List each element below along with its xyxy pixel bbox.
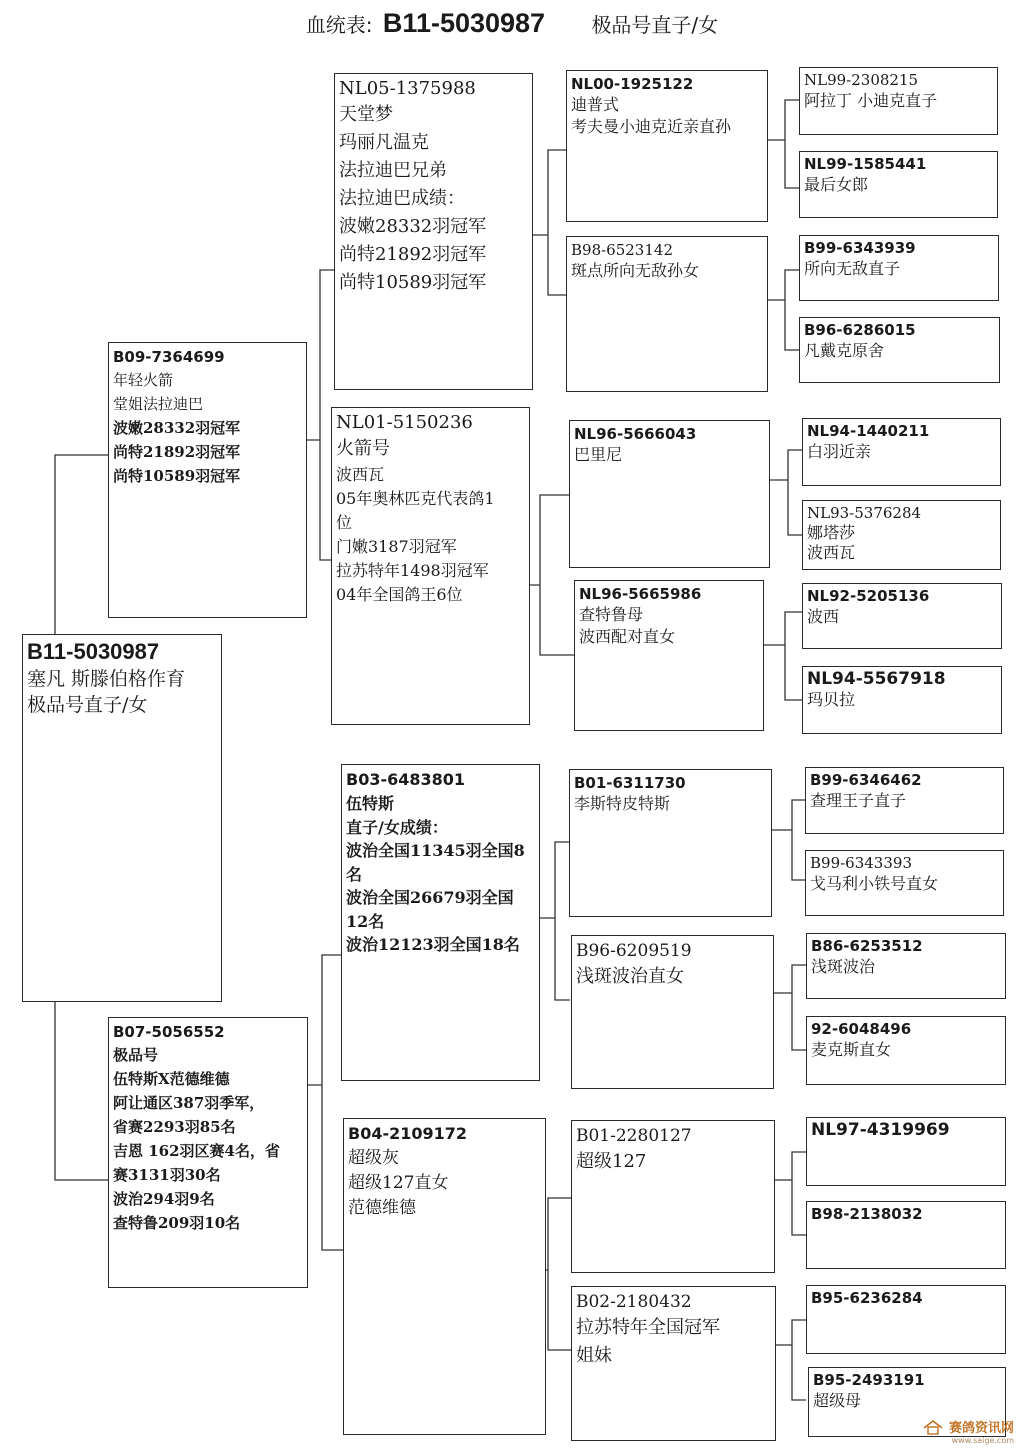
title-subtitle: 极品号直子/女 — [591, 13, 719, 37]
gg-line: 超级母 — [813, 1391, 862, 1410]
gg-ring-number: B86-6253512 — [811, 937, 923, 955]
dd-line: 超级127直女 — [348, 1173, 449, 1193]
gg-card-13 — [806, 1117, 1006, 1186]
dam-line: 赛3131羽30名 — [113, 1166, 221, 1184]
ss-line: 法拉迪巴兄弟 — [339, 160, 447, 181]
sd-line: 门嫩3187羽冠军 — [336, 537, 457, 556]
title-ring-number: B11-5030987 — [382, 8, 546, 38]
sds-line: 巴里尼 — [574, 445, 623, 464]
subject-line: 极品号直子/女 — [27, 694, 148, 716]
gg-ring-number: B96-6286015 — [804, 321, 916, 339]
gg-card-10 — [805, 850, 1004, 916]
watermark-site-name: 赛鸽资讯网 — [948, 1421, 1014, 1436]
subject-line: 塞凡 斯滕伯格作育 — [27, 668, 186, 690]
ds-line: 波治12123羽全国18名 — [346, 935, 520, 954]
dd-ring-number: B04-2109172 — [348, 1124, 468, 1143]
dam-line: 阿让通区387羽季军， — [113, 1094, 265, 1112]
watermark — [922, 1416, 1014, 1445]
dds-line: 超级127 — [576, 1151, 647, 1172]
subject-ring-number: B11-5030987 — [27, 639, 160, 664]
gg-line: 波西瓦 — [807, 543, 856, 562]
title-label: 血统表: — [305, 13, 373, 37]
sire-line: 波嫩28332羽冠军 — [113, 419, 241, 437]
ssd-card — [566, 236, 768, 392]
gg-card-3 — [799, 235, 999, 301]
dam-line: 波治294羽9名 — [113, 1190, 215, 1208]
connector-sdd — [764, 612, 803, 700]
dss-line: 李斯特皮特斯 — [574, 794, 671, 813]
ds-line: 名 — [346, 864, 363, 884]
sss-card — [566, 70, 768, 222]
ssd-ring-number: B98-6523142 — [571, 241, 673, 259]
gg-line: 阿拉丁 小迪克直子 — [804, 91, 938, 110]
gg-line: 浅斑波治 — [811, 957, 876, 976]
dam-ring-number: B07-5056552 — [113, 1023, 225, 1041]
dam-line: 省赛2293羽85名 — [113, 1118, 236, 1136]
ss-line: 尚特21892羽冠军 — [339, 244, 487, 265]
sdd-line: 查特鲁母 — [579, 605, 644, 624]
gg-card-6 — [802, 500, 1001, 570]
gg-ring-number: NL97-4319969 — [811, 1120, 950, 1140]
sire-line: 年轻火箭 — [113, 371, 174, 389]
gg-card-12 — [806, 1016, 1006, 1085]
dam-line: 伍特斯X范德维德 — [113, 1070, 230, 1088]
dds-ring-number: B01-2280127 — [576, 1126, 692, 1146]
connector-ss — [533, 150, 567, 295]
gg-card-1 — [799, 67, 998, 135]
sd-line: 05年奥林匹克代表鸽1 — [336, 489, 495, 508]
ss-card — [334, 73, 533, 390]
subject-card — [22, 634, 222, 1002]
sss-line: 考夫曼小迪克近亲直孙 — [571, 117, 732, 136]
dsd-line: 浅斑波治直女 — [576, 966, 684, 987]
dam-line: 极品号 — [113, 1046, 159, 1064]
gg-card-14 — [806, 1201, 1006, 1269]
gg-ring-number: NL94-1440211 — [807, 422, 930, 440]
ss-line: 天堂梦 — [339, 104, 393, 125]
sire-line: 尚特10589羽冠军 — [113, 467, 241, 485]
gg-line: 玛贝拉 — [807, 690, 856, 709]
dd-line: 范德维德 — [348, 1198, 416, 1218]
sd-line: 位 — [336, 513, 353, 532]
gg-ring-number: NL94-5567918 — [807, 669, 946, 689]
gg-ring-number: B95-2493191 — [813, 1371, 925, 1389]
ss-ring-number: NL05-1375988 — [339, 78, 476, 99]
gg-line: 白羽近亲 — [807, 442, 872, 461]
sss-line: 迪普式 — [571, 95, 620, 114]
connector-dds — [775, 1152, 806, 1235]
dsd-ring-number: B96-6209519 — [576, 941, 692, 961]
gg-ring-number: NL99-1585441 — [804, 155, 927, 173]
connector-sds — [770, 450, 803, 535]
gg-ring-number: 92-6048496 — [811, 1020, 912, 1038]
dd-line: 超级灰 — [348, 1148, 399, 1168]
ds-card — [341, 764, 540, 1081]
gg-ring-number: B99-6343939 — [804, 239, 916, 257]
sire-line: 尚特21892羽冠军 — [113, 443, 241, 461]
sdd-line: 波西配对直女 — [579, 627, 676, 646]
sd-card — [331, 407, 530, 725]
gg-line: 最后女郎 — [804, 175, 869, 194]
dd-card — [343, 1118, 546, 1435]
gg-ring-number: B98-2138032 — [811, 1205, 923, 1223]
sds-ring-number: NL96-5666043 — [574, 425, 697, 443]
connector-dd — [546, 1198, 572, 1350]
ds-line: 波治全国11345羽全国8 — [346, 841, 525, 860]
sds-card — [569, 420, 770, 568]
sdd-card — [574, 580, 764, 731]
sd-ring-number: NL01-5150236 — [336, 412, 473, 433]
ds-ring-number: B03-6483801 — [346, 770, 466, 789]
connector-dsd — [774, 965, 806, 1050]
sire-line: 堂姐法拉迪巴 — [113, 395, 204, 413]
gg-card-5 — [802, 418, 1001, 486]
sss-ring-number: NL00-1925122 — [571, 75, 694, 93]
ssd-line: 斑点所向无敌孙女 — [571, 261, 700, 280]
gg-card-15 — [806, 1285, 1006, 1354]
watermark-url: www.saige.com — [951, 1436, 1014, 1445]
ddd-line: 姐妹 — [576, 1345, 612, 1366]
gg-line: 凡戴克原舍 — [804, 341, 885, 360]
dss-card — [569, 769, 772, 917]
gg-card-11 — [806, 933, 1006, 999]
gg-ring-number: NL99-2308215 — [804, 71, 919, 89]
ss-line: 尚特10589羽冠军 — [339, 272, 487, 293]
connector-sss — [768, 100, 800, 188]
gg-line: 所向无敌直子 — [804, 259, 901, 278]
dam-line: 吉恩 162羽区赛4名，省 — [113, 1142, 280, 1160]
dss-ring-number: B01-6311730 — [574, 774, 686, 792]
dsd-card — [571, 935, 774, 1089]
ss-line: 波嫩28332羽冠军 — [339, 216, 487, 237]
gg-card-8 — [802, 666, 1002, 734]
ddd-ring-number: B02-2180432 — [576, 1292, 692, 1312]
gg-line: 戈马利小铁号直女 — [810, 874, 939, 893]
gg-ring-number: NL92-5205136 — [807, 587, 930, 605]
gg-line: 波西 — [807, 607, 840, 626]
ss-line: 玛丽凡温克 — [339, 132, 429, 153]
ds-line: 伍特斯 — [346, 794, 395, 813]
dam-line: 查特鲁209羽10名 — [113, 1214, 241, 1232]
ddd-line: 拉苏特年全国冠军 — [576, 1317, 720, 1338]
connector-dss — [772, 800, 806, 880]
sd-line: 波西瓦 — [336, 465, 385, 484]
ds-line: 12名 — [346, 911, 385, 931]
dds-card — [571, 1120, 775, 1273]
ss-line: 法拉迪巴成绩： — [339, 188, 465, 209]
gg-card-7 — [802, 583, 1002, 649]
gg-card-9 — [805, 767, 1004, 834]
gg-ring-number: B95-6236284 — [811, 1289, 923, 1307]
gg-ring-number: NL93-5376284 — [807, 504, 922, 522]
connector-ds — [540, 842, 570, 1000]
sd-line: 火箭号 — [336, 438, 390, 459]
gg-line: 麦克斯直女 — [811, 1040, 892, 1059]
sire-ring-number: B09-7364699 — [113, 348, 225, 366]
gg-card-2 — [799, 151, 998, 218]
gg-line: 查理王子直子 — [810, 791, 907, 810]
sdd-ring-number: NL96-5665986 — [579, 585, 702, 603]
ds-line: 直子/女成绩： — [346, 817, 448, 837]
ddd-card — [571, 1286, 776, 1441]
house-logo-icon — [922, 1419, 944, 1435]
connector-ssd — [768, 270, 800, 350]
gg-ring-number: B99-6346462 — [810, 771, 922, 789]
dam-card — [108, 1017, 308, 1288]
sire-card — [108, 342, 307, 618]
sd-line: 04年全国鸽王6位 — [336, 585, 463, 604]
gg-line: 娜塔莎 — [807, 523, 856, 542]
ds-line: 波治全国26679羽全国 — [346, 888, 514, 907]
gg-card-4 — [799, 317, 1000, 383]
connector-ddd — [776, 1320, 806, 1400]
sd-line: 拉苏特年1498羽冠军 — [336, 561, 489, 580]
gg-ring-number: B99-6343393 — [810, 854, 912, 872]
connector-dam — [308, 955, 343, 1250]
